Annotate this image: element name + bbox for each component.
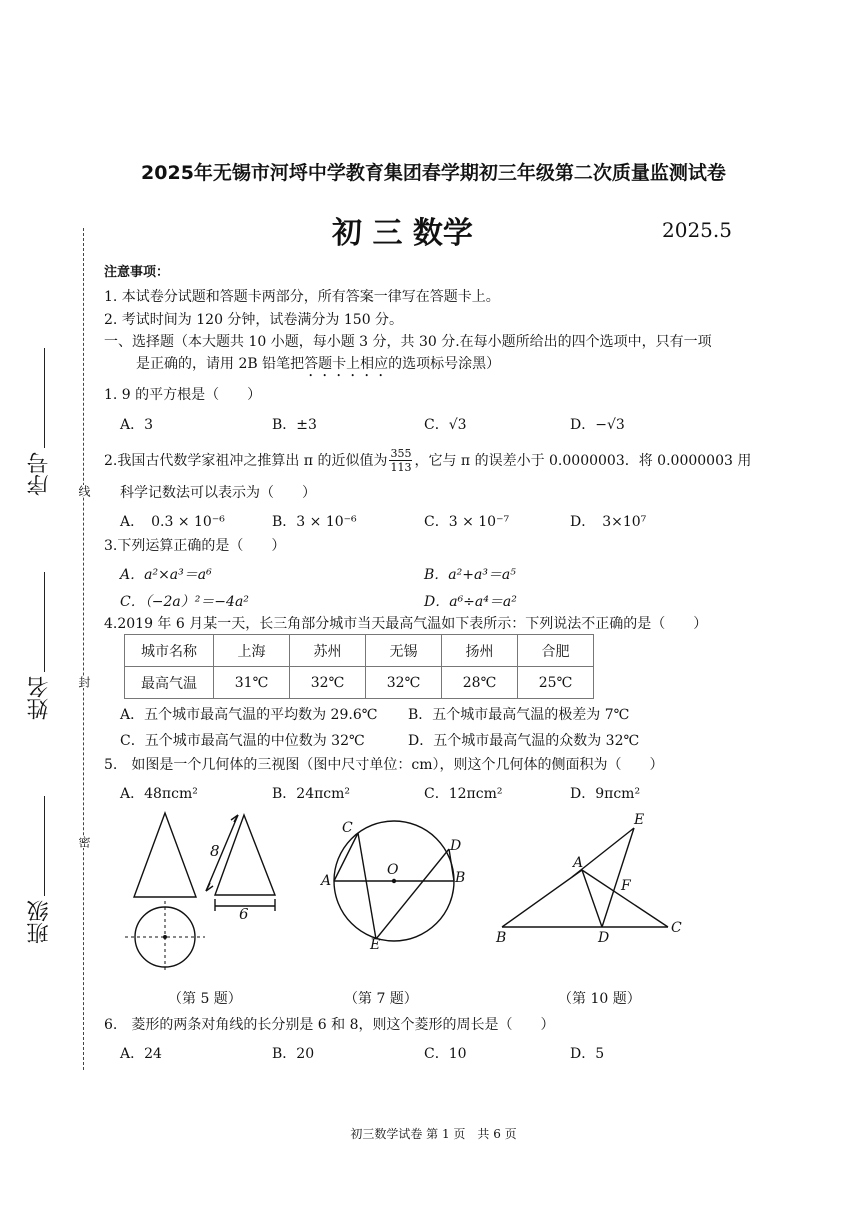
fig10-label-c: C (671, 920, 682, 936)
q2-fraction (389, 447, 412, 474)
table-row (125, 635, 594, 667)
table-cell: 32℃ (366, 667, 442, 699)
table-cell: 28℃ (442, 667, 518, 699)
table-cell: 合肥 (518, 635, 594, 667)
q4-option-a: A．五个城市最高气温的平均数为 29.6℃ (120, 707, 378, 723)
q2-stem (104, 447, 751, 474)
q2-option-b: B．3 × 10⁻⁶ (272, 514, 357, 530)
q6-option-c: C．10 (424, 1046, 467, 1062)
q2-stem-cont: 科学记数法可以表示为（ ） (120, 485, 316, 501)
table-cell: 32℃ (290, 667, 366, 699)
table-cell: 扬州 (442, 635, 518, 667)
table-cell: 苏州 (290, 635, 366, 667)
q1-option-a: A．3 (120, 417, 154, 433)
q5-option-b: B．24πcm² (272, 786, 351, 802)
fig7-caption: （第 7 题） (344, 991, 418, 1007)
q1-option-c: C．√3 (424, 417, 467, 433)
q2-stem-post: ，它与 π 的误差小于 0.0000003．将 0.0000003 用 (414, 452, 752, 469)
instr-pre: 是正确的，请用 2B 铅笔把 (136, 356, 305, 372)
subject-title: 初 三 数学 (332, 216, 473, 251)
side-view-triangle (215, 815, 275, 895)
fig5-caption: （第 5 题） (168, 991, 242, 1007)
q4-option-c: C．五个城市最高气温的中位数为 32℃ (120, 733, 365, 749)
q2-frac-num: 355 (390, 447, 412, 460)
notes-heading: 注意事项： (104, 265, 170, 280)
page-footer: 初三数学试卷 第 1 页 共 6 页 (350, 1127, 517, 1141)
name-label: 姓名 (27, 676, 52, 720)
q3-option-b: B．a²+a³＝a⁵ (424, 567, 516, 583)
seq-label: 序号 (27, 452, 52, 496)
binding-mark-secret: 密 (77, 836, 91, 848)
class-label: 班级 (27, 900, 52, 944)
exam-date: 2025.5 (662, 218, 732, 242)
fig7-label-d: D (450, 838, 462, 854)
fig7-label-o: O (387, 862, 399, 878)
table-cell: 31℃ (214, 667, 290, 699)
fig10-label-b: B (496, 930, 507, 946)
q5-option-d: D．9πcm² (570, 786, 641, 802)
instr-emph: 答题卡上相应 (304, 356, 389, 372)
q1-stem: 1. 9 的平方根是（ ） (104, 387, 262, 403)
q5-option-a: A．48πcm² (120, 786, 198, 802)
seq-underline (44, 348, 45, 448)
table-cell: 上海 (214, 635, 290, 667)
figure-10-triangle (490, 815, 680, 935)
q4-stem: 4.2019 年 6 月某一天，长三角部分城市当天最高气温如下表所示：下列说法不正确的是（ ） (104, 616, 708, 632)
q3-option-a: A．a²×a³＝a⁶ (120, 567, 212, 583)
section-1-instruction: 一、选择题（本大题共 10 小题，每小题 3 分，共 30 分.在每小题所给出的四个选项中，只有一项 (104, 334, 712, 350)
note-2: 2. 考试时间为 120 分钟，试卷满分为 150 分。 (104, 312, 404, 328)
fig10-label-a: A (573, 855, 584, 871)
q2-frac-den: 113 (390, 461, 412, 474)
q2-option-c: C．3 × 10⁻⁷ (424, 514, 510, 530)
q4-temperature-table (124, 634, 594, 699)
q4-option-d: D．五个城市最高气温的众数为 32℃ (408, 733, 640, 749)
q6-stem: 6. 菱形的两条对角线的长分别是 6 和 8，则这个菱形的周长是（ ） (104, 1017, 555, 1033)
fig5-base-label: 6 (239, 905, 249, 923)
name-underline (44, 572, 45, 672)
table-cell: 城市名称 (125, 635, 214, 667)
q6-option-d: D．5 (570, 1046, 605, 1062)
q5-option-c: C．12πcm² (424, 786, 503, 802)
note-1: 1. 本试卷分试题和答题卡两部分，所有答案一律写在答题卡上。 (104, 289, 500, 305)
paper-title: 2025年无锡市河埒中学教育集团春学期初三年级第二次质量监测试卷 (141, 162, 726, 184)
table-cell: 25℃ (518, 667, 594, 699)
binding-dashed-line (83, 228, 84, 1070)
q3-option-c: C．（−2a）²＝−4a² (120, 594, 249, 610)
fig10-label-d: D (598, 930, 610, 946)
figure-7-circle (320, 815, 470, 955)
fig5-slant-label: 8 (210, 842, 220, 860)
section-1-instruction-cont (136, 355, 500, 380)
q3-stem: 3.下列运算正确的是（ ） (104, 538, 286, 554)
q2-option-a: A． 0.3 × 10⁻⁶ (120, 514, 225, 530)
q1-option-d: D．−√3 (570, 417, 625, 433)
table-row (125, 667, 594, 699)
q6-option-a: A．24 (120, 1046, 162, 1062)
fig10-caption: （第 10 题） (558, 991, 641, 1007)
front-view-triangle (134, 813, 196, 897)
q1-option-b: B．±3 (272, 417, 317, 433)
figure-5-three-views (120, 805, 290, 985)
q3-option-d: D．a⁶÷a⁴＝a² (424, 594, 517, 610)
fig7-label-e: E (370, 937, 381, 953)
fig10-label-f: F (621, 878, 631, 894)
q6-option-b: B．20 (272, 1046, 315, 1062)
table-cell: 无锡 (366, 635, 442, 667)
q2-stem-pre: 2.我国古代数学家祖冲之推算出 π 的近似值为 (104, 452, 388, 469)
q2-option-d: D． 3×10⁷ (570, 514, 647, 530)
binding-mark-line: 线 (77, 485, 91, 497)
q5-stem: 5. 如图是一个几何体的三视图（图中尺寸单位：cm），则这个几何体的侧面积为（ ） (104, 757, 664, 773)
fig7-label-a: A (321, 873, 332, 889)
fig7-label-b: B (455, 870, 466, 886)
fig7-label-c: C (342, 820, 353, 836)
q4-option-b: B．五个城市最高气温的极差为 7℃ (408, 707, 630, 723)
fig10-label-e: E (634, 812, 645, 828)
binding-mark-seal: 封 (77, 676, 91, 688)
instr-post: 的选项标号涂黑） (388, 356, 501, 372)
table-cell: 最高气温 (125, 667, 214, 699)
class-underline (44, 796, 45, 896)
